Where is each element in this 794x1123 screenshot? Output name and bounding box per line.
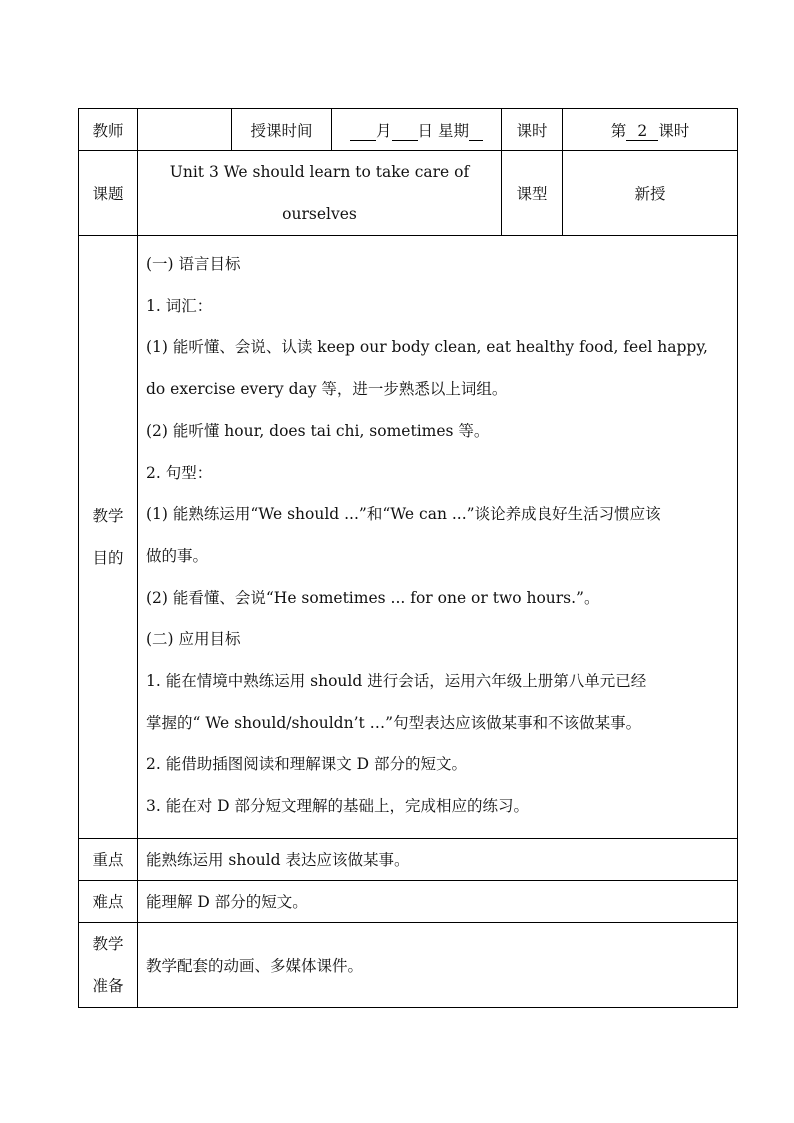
goal-line: (1) 能熟练运用“We should ...”和“We can ...”谈论养成良好生活习惯应该: [146, 505, 661, 524]
key-point-value: 能熟练运用 should 表达应该做某事。: [138, 838, 738, 880]
goal-line: (2) 能看懂、会说“He sometimes ... for one or two hours.”。: [146, 588, 600, 607]
goal-line: 2. 句型：: [146, 463, 213, 482]
goal-line: (1) 能听懂、会说、认读 keep our body clean, eat healthy food, feel happy,: [146, 338, 708, 357]
goals-content: [138, 236, 738, 839]
day-suffix: 日: [417, 121, 434, 140]
goal-line: (2) 能听懂 hour, does tai chi, sometimes 等。: [146, 421, 490, 440]
period-value: [563, 109, 738, 151]
goal-line: (二) 应用目标: [146, 630, 241, 649]
weekday-label: 星期: [437, 121, 469, 140]
lesson-plan-table: [78, 108, 738, 1008]
time-label: 授课时间: [232, 109, 332, 151]
difficulty-row: [79, 880, 738, 922]
month-blank: [350, 122, 376, 141]
period-number: 2: [626, 122, 658, 141]
goal-line: (一) 语言目标: [146, 255, 241, 273]
preparation-row: [79, 922, 738, 1007]
goal-line: 1. 词汇：: [146, 296, 213, 315]
period-label: 课时: [502, 109, 563, 151]
difficulty-label: 难点: [79, 880, 138, 922]
goal-line: 掌握的“ We should/shouldn’t …”句型表达应该做某事和不该做某事。: [146, 713, 642, 732]
goal-line: do exercise every day 等，进一步熟悉以上词组。: [146, 380, 508, 399]
preparation-label: [79, 922, 138, 1007]
preparation-label-line-2: 准备: [92, 976, 124, 995]
goals-label-line-2: 目的: [92, 548, 124, 567]
month-suffix: 月: [376, 121, 392, 140]
key-point-row: [79, 838, 738, 880]
goals-label: [79, 236, 138, 839]
goals-label-line-1: 教学: [92, 506, 124, 525]
topic-value: [138, 151, 502, 236]
topic-label: 课题: [79, 151, 138, 236]
teacher-label: 教师: [79, 109, 138, 151]
difficulty-value: 能理解 D 部分的短文。: [138, 880, 738, 922]
period-prefix: 第: [610, 121, 627, 140]
topic-line-2: ourselves: [282, 205, 357, 223]
goals-row: [79, 236, 738, 839]
goal-line: 3. 能在对 D 部分短文理解的基础上，完成相应的练习。: [146, 797, 529, 816]
topic-row: [79, 151, 738, 236]
day-blank: [392, 122, 418, 141]
teacher-value: [138, 109, 232, 151]
goal-line: 做的事。: [146, 546, 209, 565]
type-label: 课型: [502, 151, 563, 236]
preparation-label-line-1: 教学: [92, 934, 124, 953]
weekday-blank: [469, 122, 483, 141]
preparation-value: 教学配套的动画、多媒体课件。: [138, 922, 738, 1007]
goal-line: 1. 能在情境中熟练运用 should 进行会话，运用六年级上册第八单元已经: [146, 672, 647, 691]
period-suffix: 课时: [658, 121, 690, 140]
header-row: [79, 109, 738, 151]
time-value: [332, 109, 502, 151]
topic-line-1: Unit 3 We should learn to take care of: [169, 163, 470, 181]
key-point-label: 重点: [79, 838, 138, 880]
type-value: 新授: [563, 151, 738, 236]
goal-line: 2. 能借助插图阅读和理解课文 D 部分的短文。: [146, 755, 467, 774]
